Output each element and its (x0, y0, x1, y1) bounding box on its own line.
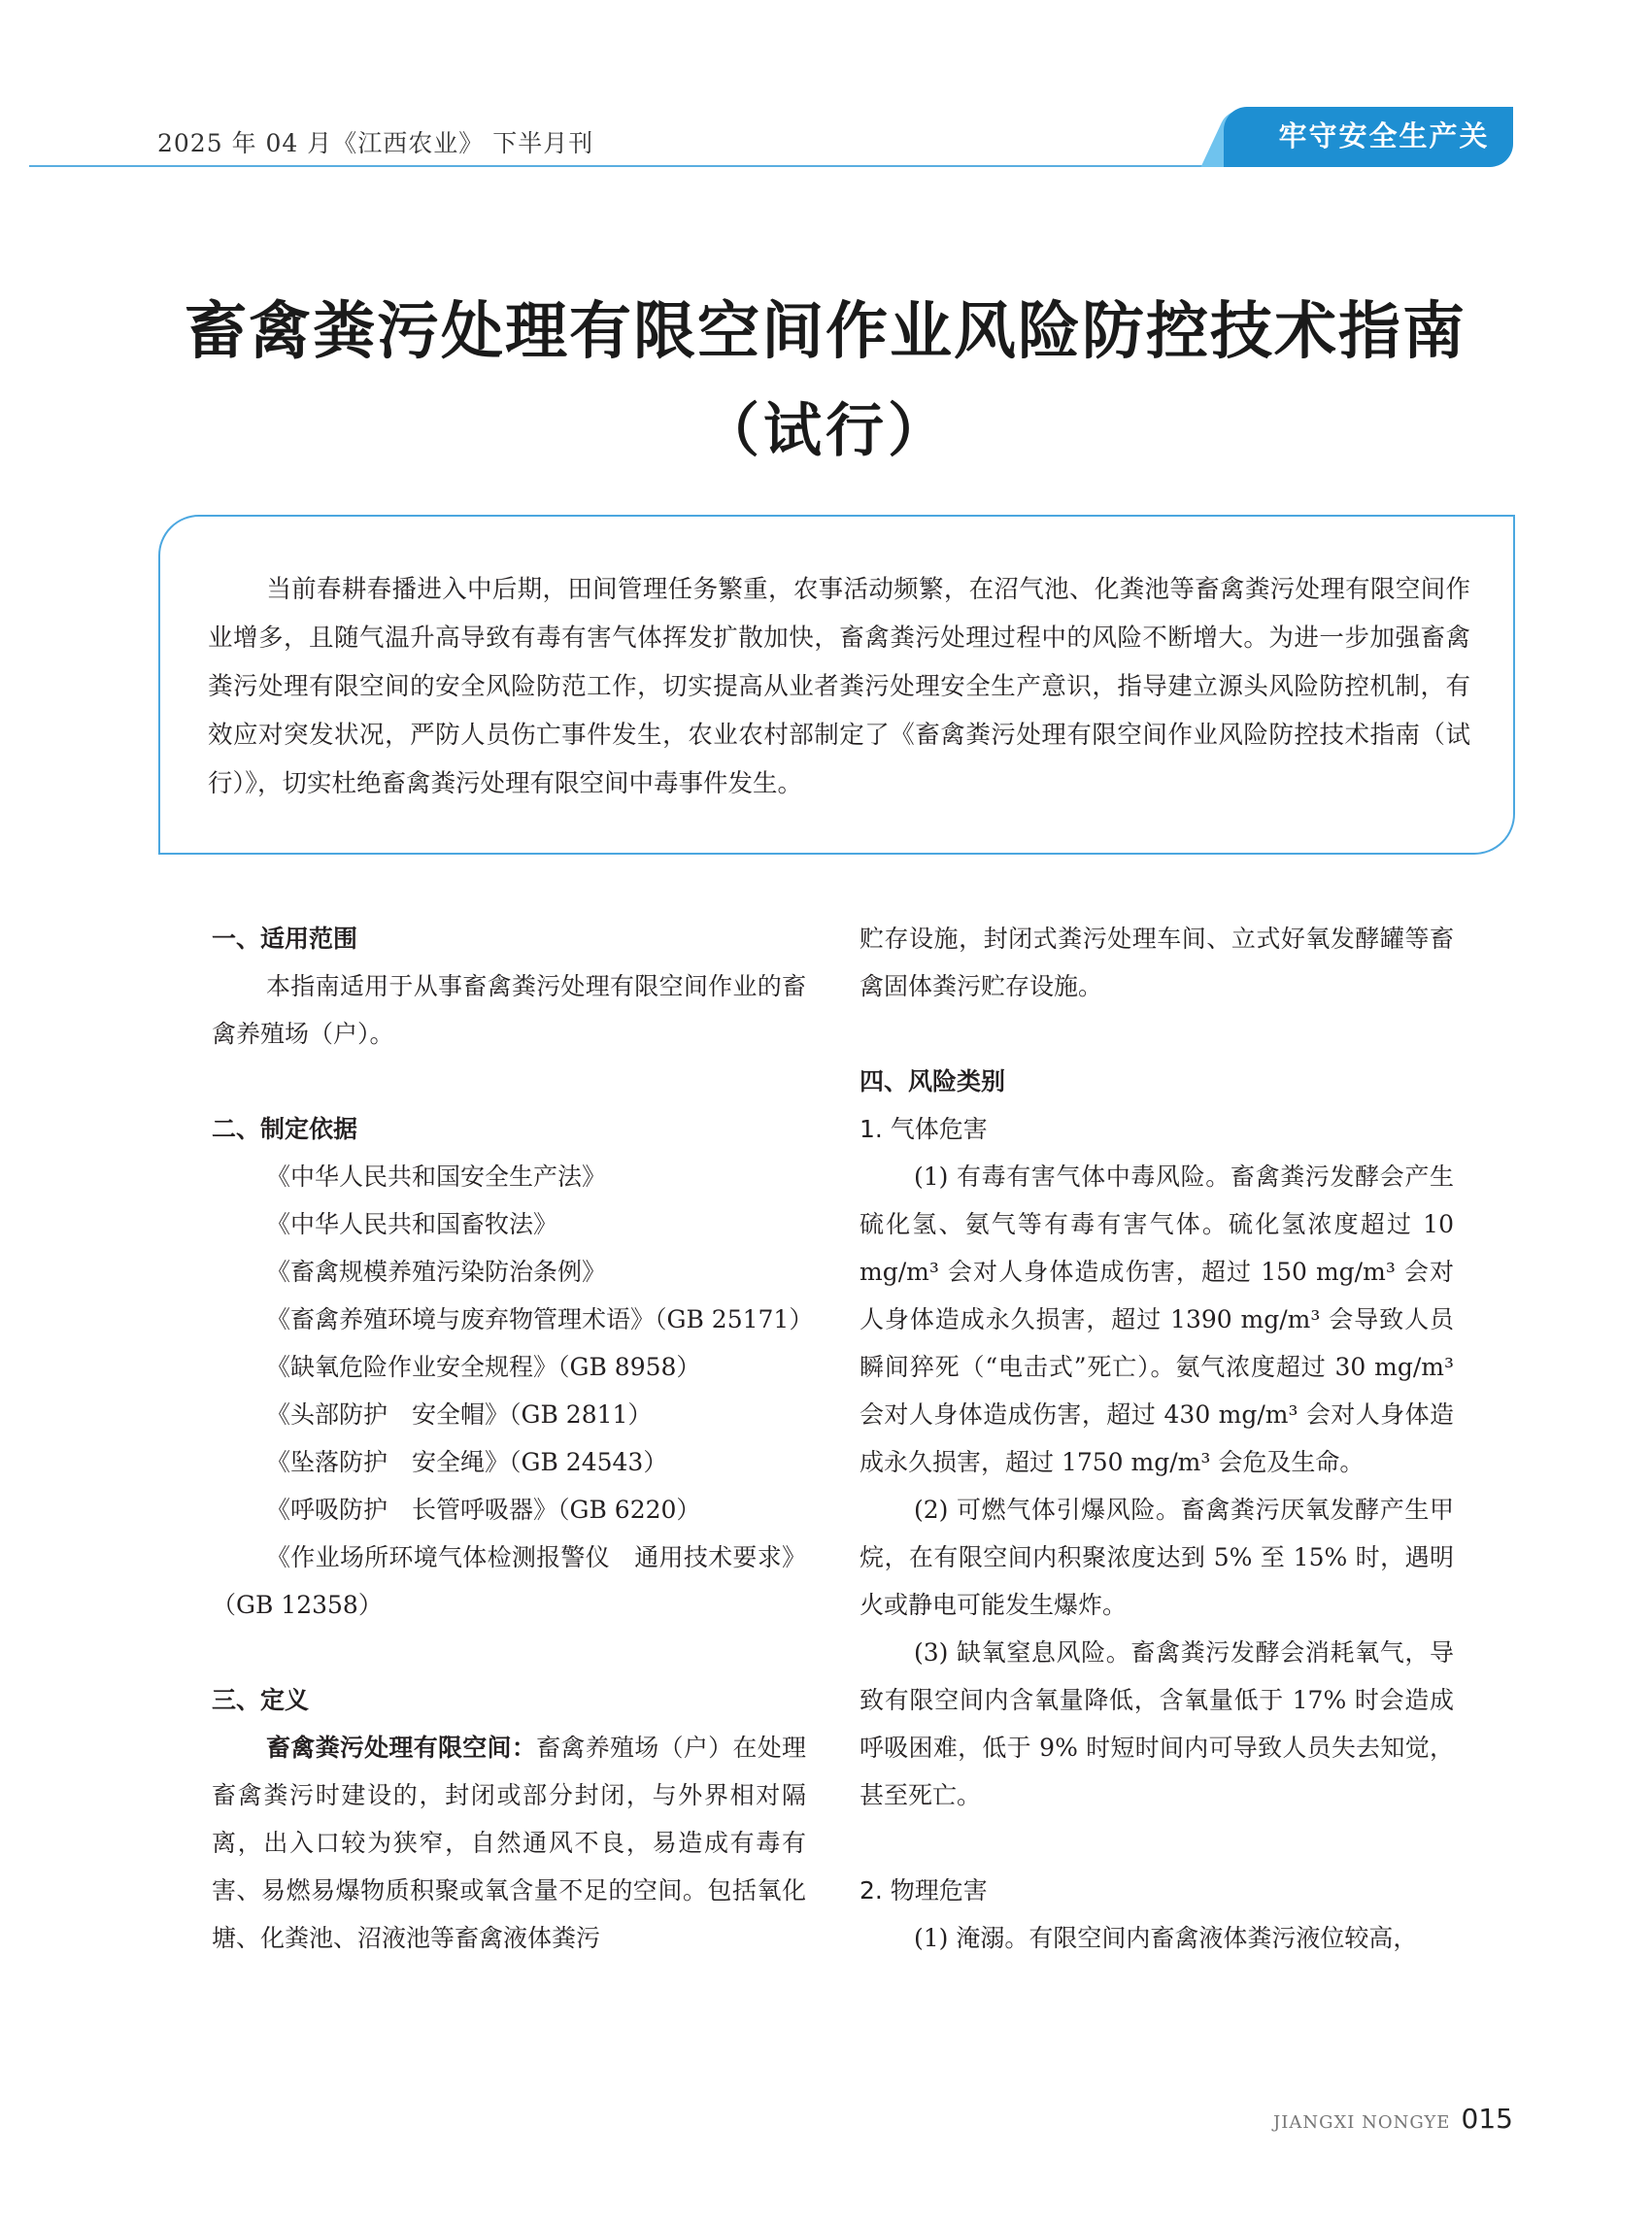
right-column (860, 915, 1454, 1962)
section-tab-label: 牢守安全生产关 (1278, 119, 1490, 152)
paragraph: (3) 缺氧窒息风险。畜禽粪污发酵会消耗氧气，导致有限空间内含氧量降低，含氧量低于 17% 时会造成呼吸困难，低于 9% 时短时间内可导致人员失去知觉，甚至死亡。 (860, 1638, 1454, 1809)
section-heading-risk: 四、风险类别 (860, 1067, 1006, 1096)
basis-item: 《坠落防护 安全绳》（GB 24543） (266, 1448, 668, 1476)
left-column (212, 915, 814, 1962)
header-divider (29, 165, 1274, 167)
article-subtitle: （试行） (701, 397, 950, 465)
basis-item: 《中华人民共和国畜牧法》 (266, 1210, 558, 1238)
definition-paragraph (212, 1724, 806, 1962)
paragraph-continued: 贮存设施，封闭式粪污处理车间、立式好氧发酵罐等畜禽固体粪污贮存设施。 (860, 925, 1454, 1000)
basis-item: 《畜禽规模养殖污染防治条例》 (266, 1258, 607, 1286)
page-number: 015 (1461, 2103, 1513, 2135)
abstract-text (208, 565, 1470, 808)
abstract-body: 当前春耕春播进入中后期，田间管理任务繁重，农事活动频繁，在沼气池、化粪池等畜禽粪污处理有限空间作业增多，且随气温升高导致有毒有害气体挥发扩散加快，畜禽粪污处理过程中的风险不断增大。为进一步加强畜禽粪污处理有限空间的安全风险防范工作，切实提高从业者粪污处理安全生产意识，指导建立源头风险防控机制，有效应对突发状况，严防人员伤亡事件发生，农业农村部制定了《畜禽粪污处理有限空间作业风险防控技术指南（试行）》，切实杜绝畜禽粪污处理有限空间中毒事件发生。 (208, 575, 1470, 798)
footer-brand: JIANGXI NONGYE (1273, 2112, 1451, 2133)
section-heading-basis: 二、制定依据 (212, 1115, 358, 1143)
issue-info: 2025 年 04 月《江西农业》 下半月刊 (157, 129, 594, 157)
page-footer (1273, 2103, 1513, 2135)
subheading-physical-hazard: 2. 物理危害 (860, 1876, 988, 1905)
section-heading-definition: 三、定义 (212, 1686, 310, 1714)
basis-item: 《头部防护 安全帽》（GB 2811） (266, 1400, 653, 1429)
definition-text: 畜禽养殖场（户）在处理畜禽粪污时建设的，封闭或部分封闭，与外界相对隔离，出入口较为狭窄，自然通风不良，易造成有毒有害、易燃易爆物质积聚或氧含量不足的空间。包括氧化塘、化粪池、沼液池等畜禽液体粪污 (212, 1734, 806, 1952)
article-title: 畜禽粪污处理有限空间作业风险防控技术指南 (185, 296, 1467, 368)
paragraph: (1) 淹溺。有限空间内畜禽液体粪污液位较高， (914, 1924, 1418, 1952)
basis-item: 《畜禽养殖环境与废弃物管理术语》（GB 25171） (266, 1305, 814, 1333)
paragraph: (2) 可燃气体引爆风险。畜禽粪污厌氧发酵产生甲烷，在有限空间内积聚浓度达到 5% 至 15% 时，遇明火或静电可能发生爆炸。 (860, 1496, 1454, 1619)
basis-item: 《中华人民共和国安全生产法》 (266, 1163, 607, 1191)
basis-item: 《作业场所环境气体检测报警仪 通用技术要求》（GB 12358） (212, 1543, 806, 1619)
basis-item: 《呼吸防护 长管呼吸器》（GB 6220） (266, 1496, 701, 1524)
paragraph: (1) 有毒有害气体中毒风险。畜禽粪污发酵会产生硫化氢、氨气等有毒有害气体。硫化氢浓度超过 10 mg/m³ 会对人身体造成伤害，超过 150 mg/m³ 会对人身体造成永久损害，超过 1390 mg/m³ 会导致人员瞬间猝死（“电击式”死亡）。氨气浓度超过 30 mg/m³ 会对人身体造成伤害，超过 430 mg/m³ 会对人身体造成永久损害，超过 1750 mg/m³ 会危及生命。 (860, 1163, 1454, 1476)
definition-term: 畜禽粪污处理有限空间： (266, 1734, 537, 1762)
basis-item: 《缺氧危险作业安全规程》（GB 8958） (266, 1353, 701, 1381)
paragraph: 本指南适用于从事畜禽粪污处理有限空间作业的畜禽养殖场（户）。 (212, 972, 806, 1048)
section-heading-scope: 一、适用范围 (212, 925, 358, 953)
subheading-gas-hazard: 1. 气体危害 (860, 1115, 988, 1143)
